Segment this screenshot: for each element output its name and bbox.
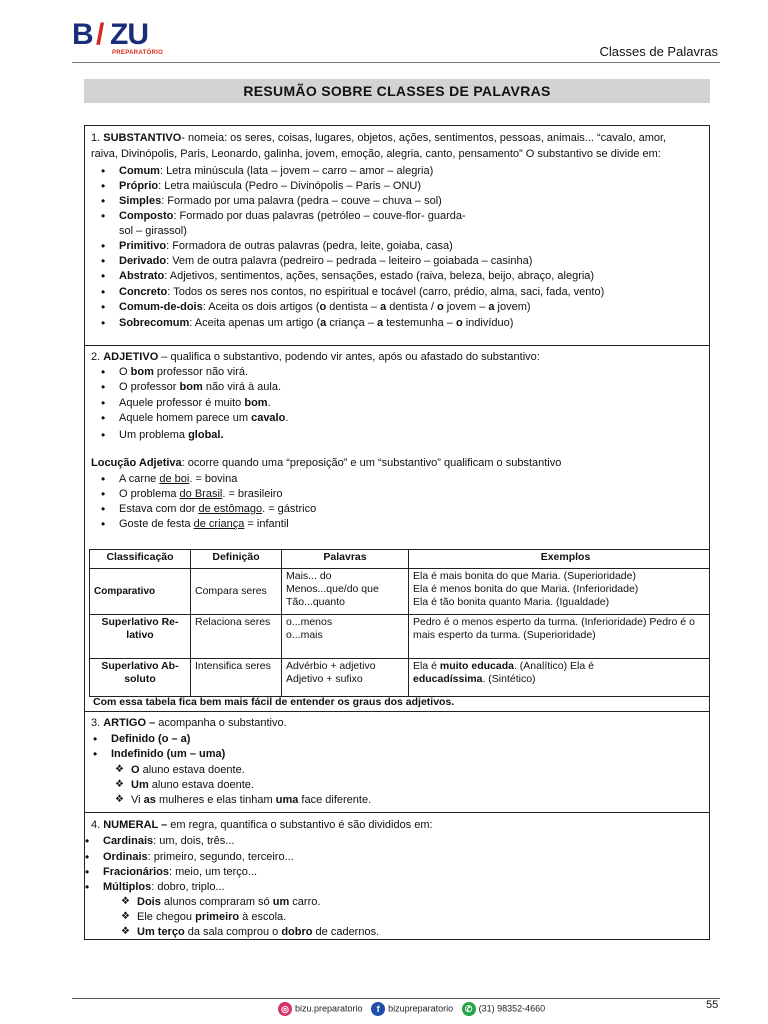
list-item: • Ordinais: primeiro, segundo, terceiro... (103, 850, 294, 864)
table-row (90, 569, 710, 615)
list-item: • Simples: Formado por uma palavra (pedra – couve – chuva – sol) (119, 194, 442, 208)
section-substantivo (84, 125, 710, 346)
facebook-link[interactable]: f bizupreparatorio (371, 1002, 453, 1016)
table-cell: Ela é mais bonita do que Maria. (Superioridade) Ela é menos bonita do que Maria. (Inferioridade) Ela é tão bonita quanto Maria. (Igualdade) (409, 569, 710, 615)
header-divider (72, 62, 720, 63)
section-numeral (84, 812, 710, 940)
example-item: ❖ Dois alunos compraram só um carro. (137, 895, 320, 909)
sec4-intro: 4. NUMERAL – em regra, quantifica o substantivo é são divididos em: (91, 819, 433, 831)
example-item: ❖ Um terço da sala comprou o dobro de cadernos. (137, 925, 379, 939)
table-header: Definição (191, 550, 282, 569)
list-item: • A carne de boi. = bovina (119, 472, 237, 486)
logo-slash: / (96, 18, 105, 51)
locucao-adjetiva-heading: Locução Adjetiva: ocorre quando uma “preposição” e um “substantivo” qualificam o substantivo (91, 457, 562, 469)
header-label: Classes de Palavras (599, 44, 718, 59)
table-cell: Advérbio + adjetivo Adjetivo + sufixo (282, 659, 409, 697)
bizu-logo (72, 18, 172, 58)
instagram-icon: ◎ (278, 1002, 292, 1016)
list-item: • O professor bom não virá à aula. (119, 380, 281, 394)
list-item: • Aquele professor é muito bom. (119, 396, 271, 410)
example-item: ❖ Vi as mulheres e elas tinham uma face diferente. (131, 793, 371, 807)
footer-divider (72, 998, 720, 999)
table-header: Palavras (282, 550, 409, 569)
list-item: • Abstrato: Adjetivos, sentimentos, ações, sensações, estado (raiva, beleza, beijo, abraço, alegria) (119, 269, 594, 283)
page-title: RESUMÃO SOBRE CLASSES DE PALAVRAS (84, 79, 710, 103)
list-item: • Múltiplos: dobro, triplo... (103, 880, 225, 894)
example-item: ❖ Um aluno estava doente. (131, 778, 254, 792)
example-item: ❖ Ele chegou primeiro à escola. (137, 910, 286, 924)
table-cell: Relaciona seres (191, 615, 282, 659)
sec1-intro-line-1: 1. SUBSTANTIVO- nomeia: os seres, coisas, lugares, objetos, ações, sentimentos, pessoas, animais... “cavalo, amor, (91, 132, 667, 144)
list-item: • Indefinido (um – uma) (111, 747, 225, 761)
list-item: • Definido (o – a) (111, 732, 190, 746)
list-item: • Comum: Letra minúscula (lata – jovem – carro – amor – alegria) (119, 164, 433, 178)
logo-subtitle: PREPARATÓRIO (112, 50, 164, 56)
table-cell: Compara seres (191, 569, 282, 615)
list-item: • O bom professor não virá. (119, 365, 248, 379)
footer-social (278, 1002, 551, 1018)
list-item: • Aquele homem parece um cavalo. (119, 411, 288, 425)
table-cell: Mais... do Menos...que/do que Tão...quanto (282, 569, 409, 615)
sec1-intro-line-2: raiva, Divinópolis, Paris, Leonardo, galinha, jovem, emoção, alegria, canto, pensamento” O substantivo se divide em: (91, 148, 661, 160)
table-row (90, 615, 710, 659)
list-item: • O problema do Brasil. = brasileiro (119, 487, 283, 501)
table-cell: Pedro é o menos esperto da turma. (Inferioridade) Pedro é o mais esperto da turma. (Superioridade) (409, 615, 710, 659)
sec3-intro: 3. ARTIGO – acompanha o substantivo. (91, 717, 287, 729)
adjective-degrees-table (89, 549, 709, 697)
table-row (90, 659, 710, 697)
logo-letter-b: B (72, 18, 93, 51)
list-item: • Derivado: Vem de outra palavra (pedreiro – pedrada – leiteiro – goiabada – casinha) (119, 254, 532, 268)
list-item: • Goste de festa de criança = infantil (119, 517, 289, 531)
table-header: Exemplos (409, 550, 710, 569)
table-cell: Comparativo (90, 569, 191, 615)
section-adjetivo-content (85, 346, 709, 711)
list-item: • Um problema global. (119, 428, 224, 442)
list-item: • Fracionários: meio, um terço... (103, 865, 257, 879)
table-cell: Superlativo Re-lativo (90, 615, 191, 659)
table-cell: Ela é muito educada. (Analítico) Ela é educadíssima. (Sintético) (409, 659, 710, 697)
table-header-row (90, 550, 710, 569)
logo-letters-zu: ZU (110, 18, 148, 51)
list-item-continuation: sol – girassol) (119, 225, 187, 237)
list-item: • Cardinais: um, dois, três... (103, 834, 234, 848)
whatsapp-link[interactable]: ✆ (31) 98352-4660 (462, 1002, 546, 1016)
table-cell: o...menos o...mais (282, 615, 409, 659)
table-note: Com essa tabela fica bem mais fácil de entender os graus dos adjetivos. (93, 696, 455, 708)
list-item: • Comum-de-dois: Aceita os dois artigos (o dentista – a dentista / o jovem – a jovem) (119, 300, 531, 314)
list-item: • Próprio: Letra maiúscula (Pedro – Divinópolis – Paris – ONU) (119, 179, 421, 193)
section-adjetivo (84, 345, 710, 712)
instagram-link[interactable]: ◎ bizu.preparatorio (278, 1002, 363, 1016)
list-item: • Concreto: Todos os seres nos contos, no espiritual e tocável (carro, prédio, alma, saci, fada, vento) (119, 285, 604, 299)
example-item: ❖ O aluno estava doente. (131, 763, 245, 777)
section-artigo (84, 711, 710, 813)
table-header: Classificação (90, 550, 191, 569)
list-item: • Primitivo: Formadora de outras palavras (pedra, leite, goiaba, casa) (119, 239, 453, 253)
list-item: • Composto: Formado por duas palavras (petróleo – couve-flor- guarda- (119, 209, 466, 223)
table-cell: Intensifica seres (191, 659, 282, 697)
whatsapp-icon: ✆ (462, 1002, 476, 1016)
page-number: 55 (706, 999, 719, 1011)
list-item: • Sobrecomum: Aceita apenas um artigo (a criança – a testemunha – o indivíduo) (119, 316, 513, 330)
table-cell: Superlativo Ab-soluto (90, 659, 191, 697)
sec2-intro: 2. ADJETIVO – qualifica o substantivo, podendo vir antes, após ou afastado do substantivo: (91, 351, 540, 363)
list-item: • Estava com dor de estômago. = gástrico (119, 502, 316, 516)
facebook-icon: f (371, 1002, 385, 1016)
